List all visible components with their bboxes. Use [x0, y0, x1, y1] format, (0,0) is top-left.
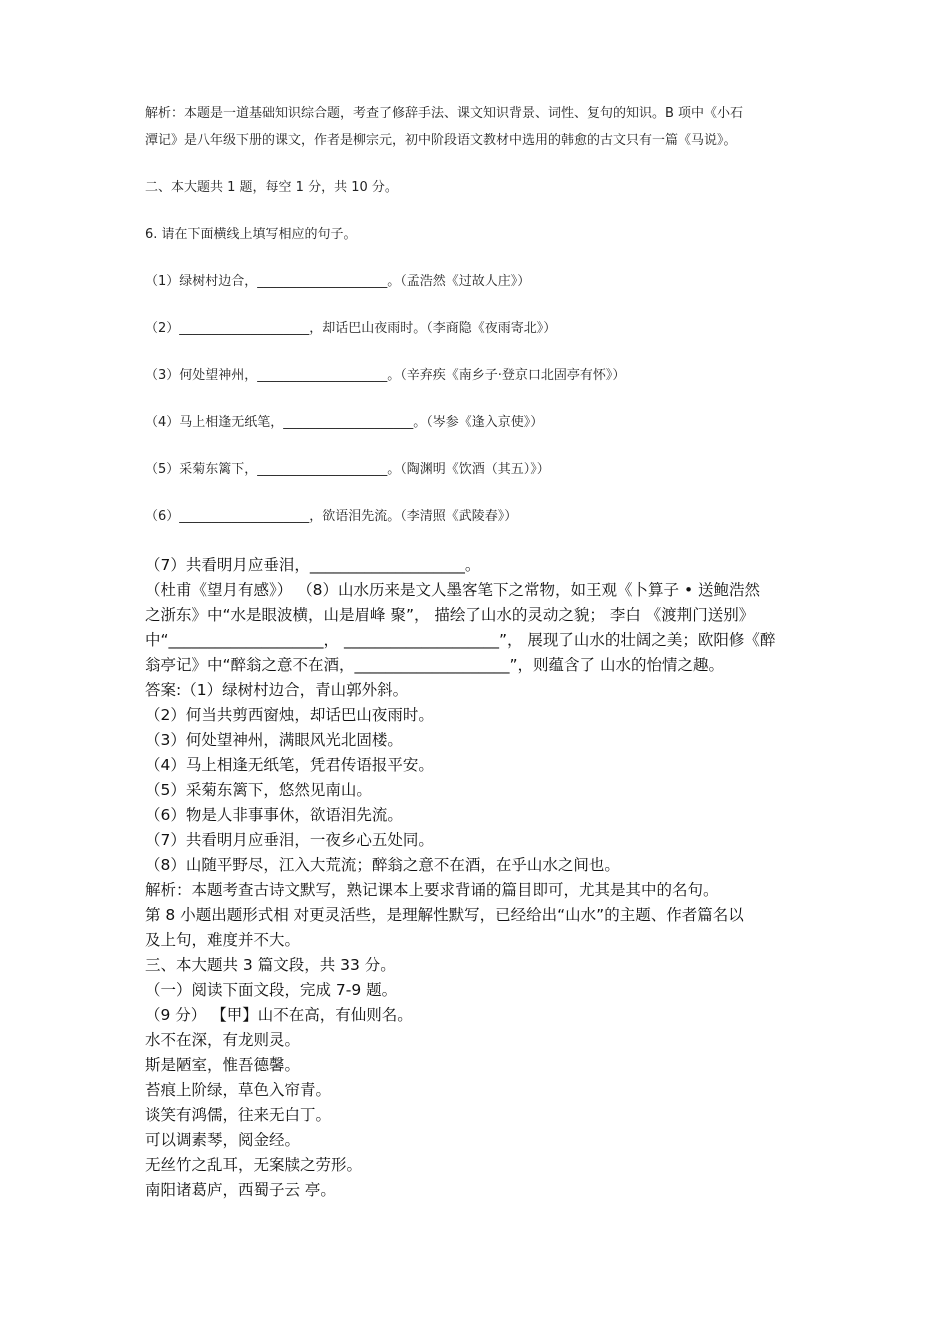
text-line: 翁亭记》中“醉翁之意不在酒，____________________”，则蕴含了 山水的怡情之趣。	[145, 656, 724, 674]
section-header: 二、本大题共 1 题，每空 1 分，共 10 分。	[145, 180, 398, 195]
answer-line: （7）共看明月应垂泪，一夜乡心五处同。	[145, 831, 434, 849]
passage-line: 无丝竹之乱耳，无案牍之劳形。	[145, 1156, 363, 1174]
fill-blank-item: （2）____________________，却话巴山夜雨时。（李商隐《夜雨寄北》）	[145, 321, 557, 336]
question-prompt: 6. 请在下面横线上填写相应的句子。	[145, 227, 357, 242]
passage-line: 苔痕上阶绿，草色入帘青。	[145, 1081, 332, 1099]
analysis-line: 解析：本题考查古诗文默写，熟记课本上要求背诵的篇目即可，尤其是其中的名句。	[145, 881, 719, 899]
section-header: 三、本大题共 3 篇文段，共 33 分。	[145, 956, 396, 974]
passage-line: 谈笑有鸿儒，往来无白丁。	[145, 1106, 332, 1124]
analysis-text: 解析：本题是一道基础知识综合题，考查了修辞手法、课文知识背景、词性、复句的知识。B 项中《小石	[145, 106, 744, 121]
passage-line: 斯是陋室，惟吾德馨。	[145, 1056, 301, 1074]
analysis-text: 潭记》是八年级下册的课文，作者是柳宗元，初中阶段语文教材中选用的韩愈的古文只有一篇《马说》。	[145, 133, 737, 148]
passage-line: 水不在深，有龙则灵。	[145, 1031, 301, 1049]
answer-line: （2）何当共剪西窗烛，却话巴山夜雨时。	[145, 706, 434, 724]
passage-line: （9 分） 【甲】山不在高，有仙则名。	[145, 1006, 413, 1024]
answer-line: 答案:（1）绿树村边合，青山郭外斜。	[145, 681, 409, 699]
text-line: （杜甫《望月有感》） （8）山水历来是文人墨客笔下之常物，如王观《卜算子 • 送鲍浩然	[145, 581, 761, 599]
fill-blank-item: （6）____________________，欲语泪先流。（李清照《武陵春》）	[145, 509, 518, 524]
reading-prompt: （一）阅读下面文段，完成 7-9 题。	[145, 981, 398, 999]
passage-line: 南阳诸葛庐，西蜀子云 亭。	[145, 1181, 336, 1199]
answer-line: （6）物是人非事事休，欲语泪先流。	[145, 806, 403, 824]
text-line: 中“____________________， ____________________”， 展现了山水的壮阔之美；欧阳修《醉	[145, 631, 776, 649]
answer-line: （4）马上相逢无纸笔，凭君传语报平安。	[145, 756, 434, 774]
analysis-line: 及上句，难度并不大。	[145, 931, 301, 949]
fill-blank-item: （5）采菊东篱下，____________________。（陶渊明《饮酒（其五）》）	[145, 462, 550, 477]
fill-blank-item: （1）绿树村边合，____________________。（孟浩然《过故人庄》）	[145, 274, 531, 289]
text-line: （7）共看明月应垂泪，____________________。	[145, 556, 481, 574]
fill-blank-item: （3）何处望神州，____________________。（辛弃疾《南乡子·登京口北固亭有怀》）	[145, 368, 626, 383]
answer-line: （5）采菊东篱下，悠然见南山。	[145, 781, 372, 799]
fill-blank-item: （4）马上相逢无纸笔，____________________。（岑参《逢入京使》）	[145, 415, 544, 430]
passage-line: 可以调素琴，阅金经。	[145, 1131, 301, 1149]
answer-line: （3）何处望神州，满眼风光北固楼。	[145, 731, 403, 749]
answer-line: （8）山随平野尽，江入大荒流；醉翁之意不在酒，在乎山水之间也。	[145, 856, 620, 874]
text-line: 之浙东》中“水是眼波横，山是眉峰 聚”， 描绘了山水的灵动之貌； 李白 《渡荆门送别》	[145, 606, 755, 624]
analysis-line: 第 8 小题出题形式相 对更灵活些，是理解性默写，已经给出“山水”的主题、作者篇名以	[145, 906, 744, 924]
